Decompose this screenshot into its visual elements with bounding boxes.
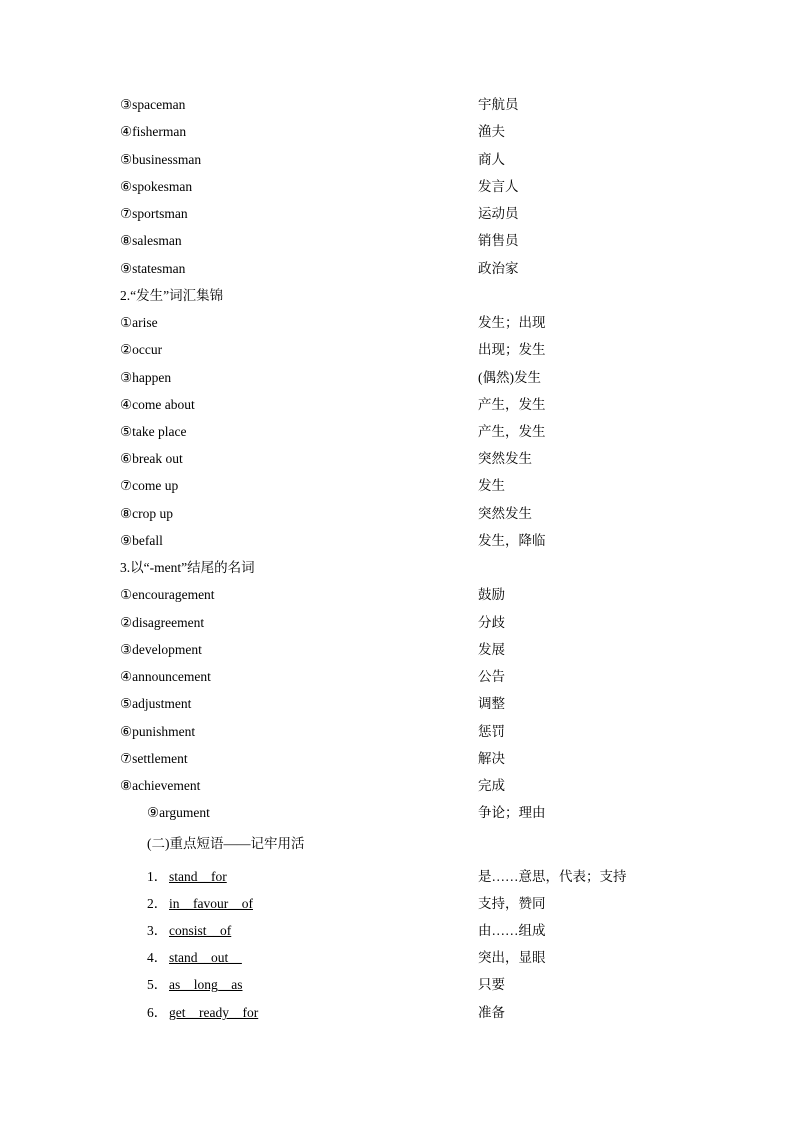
phrase-item [147, 921, 231, 941]
phrase-item [147, 975, 243, 995]
vocab-en: ⑤adjustment [120, 696, 192, 711]
vocab-zh: (偶然)发生 [478, 370, 541, 385]
phrase-meaning: 准备 [478, 1005, 505, 1020]
vocab-en: ⑨statesman [120, 261, 186, 276]
phrase-text: as__long__as [169, 977, 243, 992]
vocab-zh: 出现；发生 [478, 342, 546, 357]
vocab-zh: 分歧 [478, 615, 505, 630]
vocab-zh: 商人 [478, 152, 505, 167]
vocab-en: ⑧salesman [120, 233, 182, 248]
vocab-zh: 突然发生 [478, 451, 532, 466]
vocab-en: ④announcement [120, 669, 211, 684]
vocab-zh: 突然发生 [478, 506, 532, 521]
vocab-zh: 发生 [478, 478, 505, 493]
vocab-en: ①encouragement [120, 587, 215, 602]
phrase-text: get__ready__for [169, 1005, 259, 1020]
vocab-en: ⑧crop up [120, 506, 173, 521]
phrase-number: 1． [147, 869, 168, 884]
vocab-zh: 解决 [478, 751, 505, 766]
vocab-en: ⑦sportsman [120, 206, 188, 221]
vocab-en: ⑥break out [120, 451, 183, 466]
vocab-en: ⑥punishment [120, 724, 196, 739]
phrase-item [147, 1003, 258, 1023]
vocab-zh: 公告 [478, 669, 505, 684]
phrase-item [147, 948, 242, 968]
phrase-item [147, 867, 227, 887]
vocab-zh: 调整 [478, 696, 505, 711]
vocab-zh: 完成 [478, 778, 505, 793]
vocab-en: ③happen [120, 370, 172, 385]
section-heading: 2.“发生”词汇集锦 [120, 288, 224, 303]
vocab-zh: 运动员 [478, 206, 519, 221]
phrase-text: in__favour__of [169, 896, 253, 911]
vocab-en: ③development [120, 642, 202, 657]
vocab-zh: 宇航员 [478, 97, 519, 112]
vocab-en: ④fisherman [120, 124, 187, 139]
phrase-number: 4． [147, 950, 168, 965]
phrase-item [147, 894, 253, 914]
vocab-zh: 发生，降临 [478, 533, 546, 548]
phrase-meaning: 突出，显眼 [478, 950, 546, 965]
section-heading: 3.以“-ment”结尾的名词 [120, 560, 255, 575]
phrase-meaning: 是……意思，代表；支持 [478, 869, 627, 884]
vocab-zh: 发言人 [478, 179, 519, 194]
vocab-en: ①arise [120, 315, 158, 330]
vocab-en: ⑤take place [120, 424, 187, 439]
vocab-en: ④come about [120, 397, 195, 412]
phrase-meaning: 由……组成 [478, 923, 546, 938]
phrase-number: 5． [147, 977, 168, 992]
vocab-en: ⑤businessman [120, 152, 202, 167]
phrase-text: stand__out__ [169, 950, 242, 965]
vocab-en: ③spaceman [120, 97, 186, 112]
phrase-number: 2． [147, 896, 168, 911]
section-heading: (二)重点短语——记牢用活 [147, 836, 305, 851]
phrase-text: consist__of [169, 923, 232, 938]
phrase-text: stand__for [169, 869, 227, 884]
vocab-en: ⑨befall [120, 533, 163, 548]
vocab-zh: 政治家 [478, 261, 519, 276]
vocab-zh: 发生；出现 [478, 315, 546, 330]
vocab-zh: 产生，发生 [478, 397, 546, 412]
vocab-en: ⑦come up [120, 478, 179, 493]
phrase-meaning: 支持，赞同 [478, 896, 546, 911]
vocab-zh: 发展 [478, 642, 505, 657]
vocab-en: ⑦settlement [120, 751, 188, 766]
vocab-zh: 产生，发生 [478, 424, 546, 439]
vocab-en: ②occur [120, 342, 163, 357]
vocab-zh: 惩罚 [478, 724, 505, 739]
vocab-en: ⑨argument [147, 805, 210, 820]
vocab-en: ⑧achievement [120, 778, 201, 793]
phrase-number: 3． [147, 923, 168, 938]
vocab-zh: 鼓励 [478, 587, 505, 602]
vocab-zh: 销售员 [478, 233, 519, 248]
vocab-zh: 渔夫 [478, 124, 505, 139]
phrase-meaning: 只要 [478, 977, 505, 992]
vocab-en: ②disagreement [120, 615, 205, 630]
vocab-zh: 争论；理由 [478, 805, 546, 820]
phrase-number: 6． [147, 1005, 168, 1020]
vocab-en: ⑥spokesman [120, 179, 193, 194]
